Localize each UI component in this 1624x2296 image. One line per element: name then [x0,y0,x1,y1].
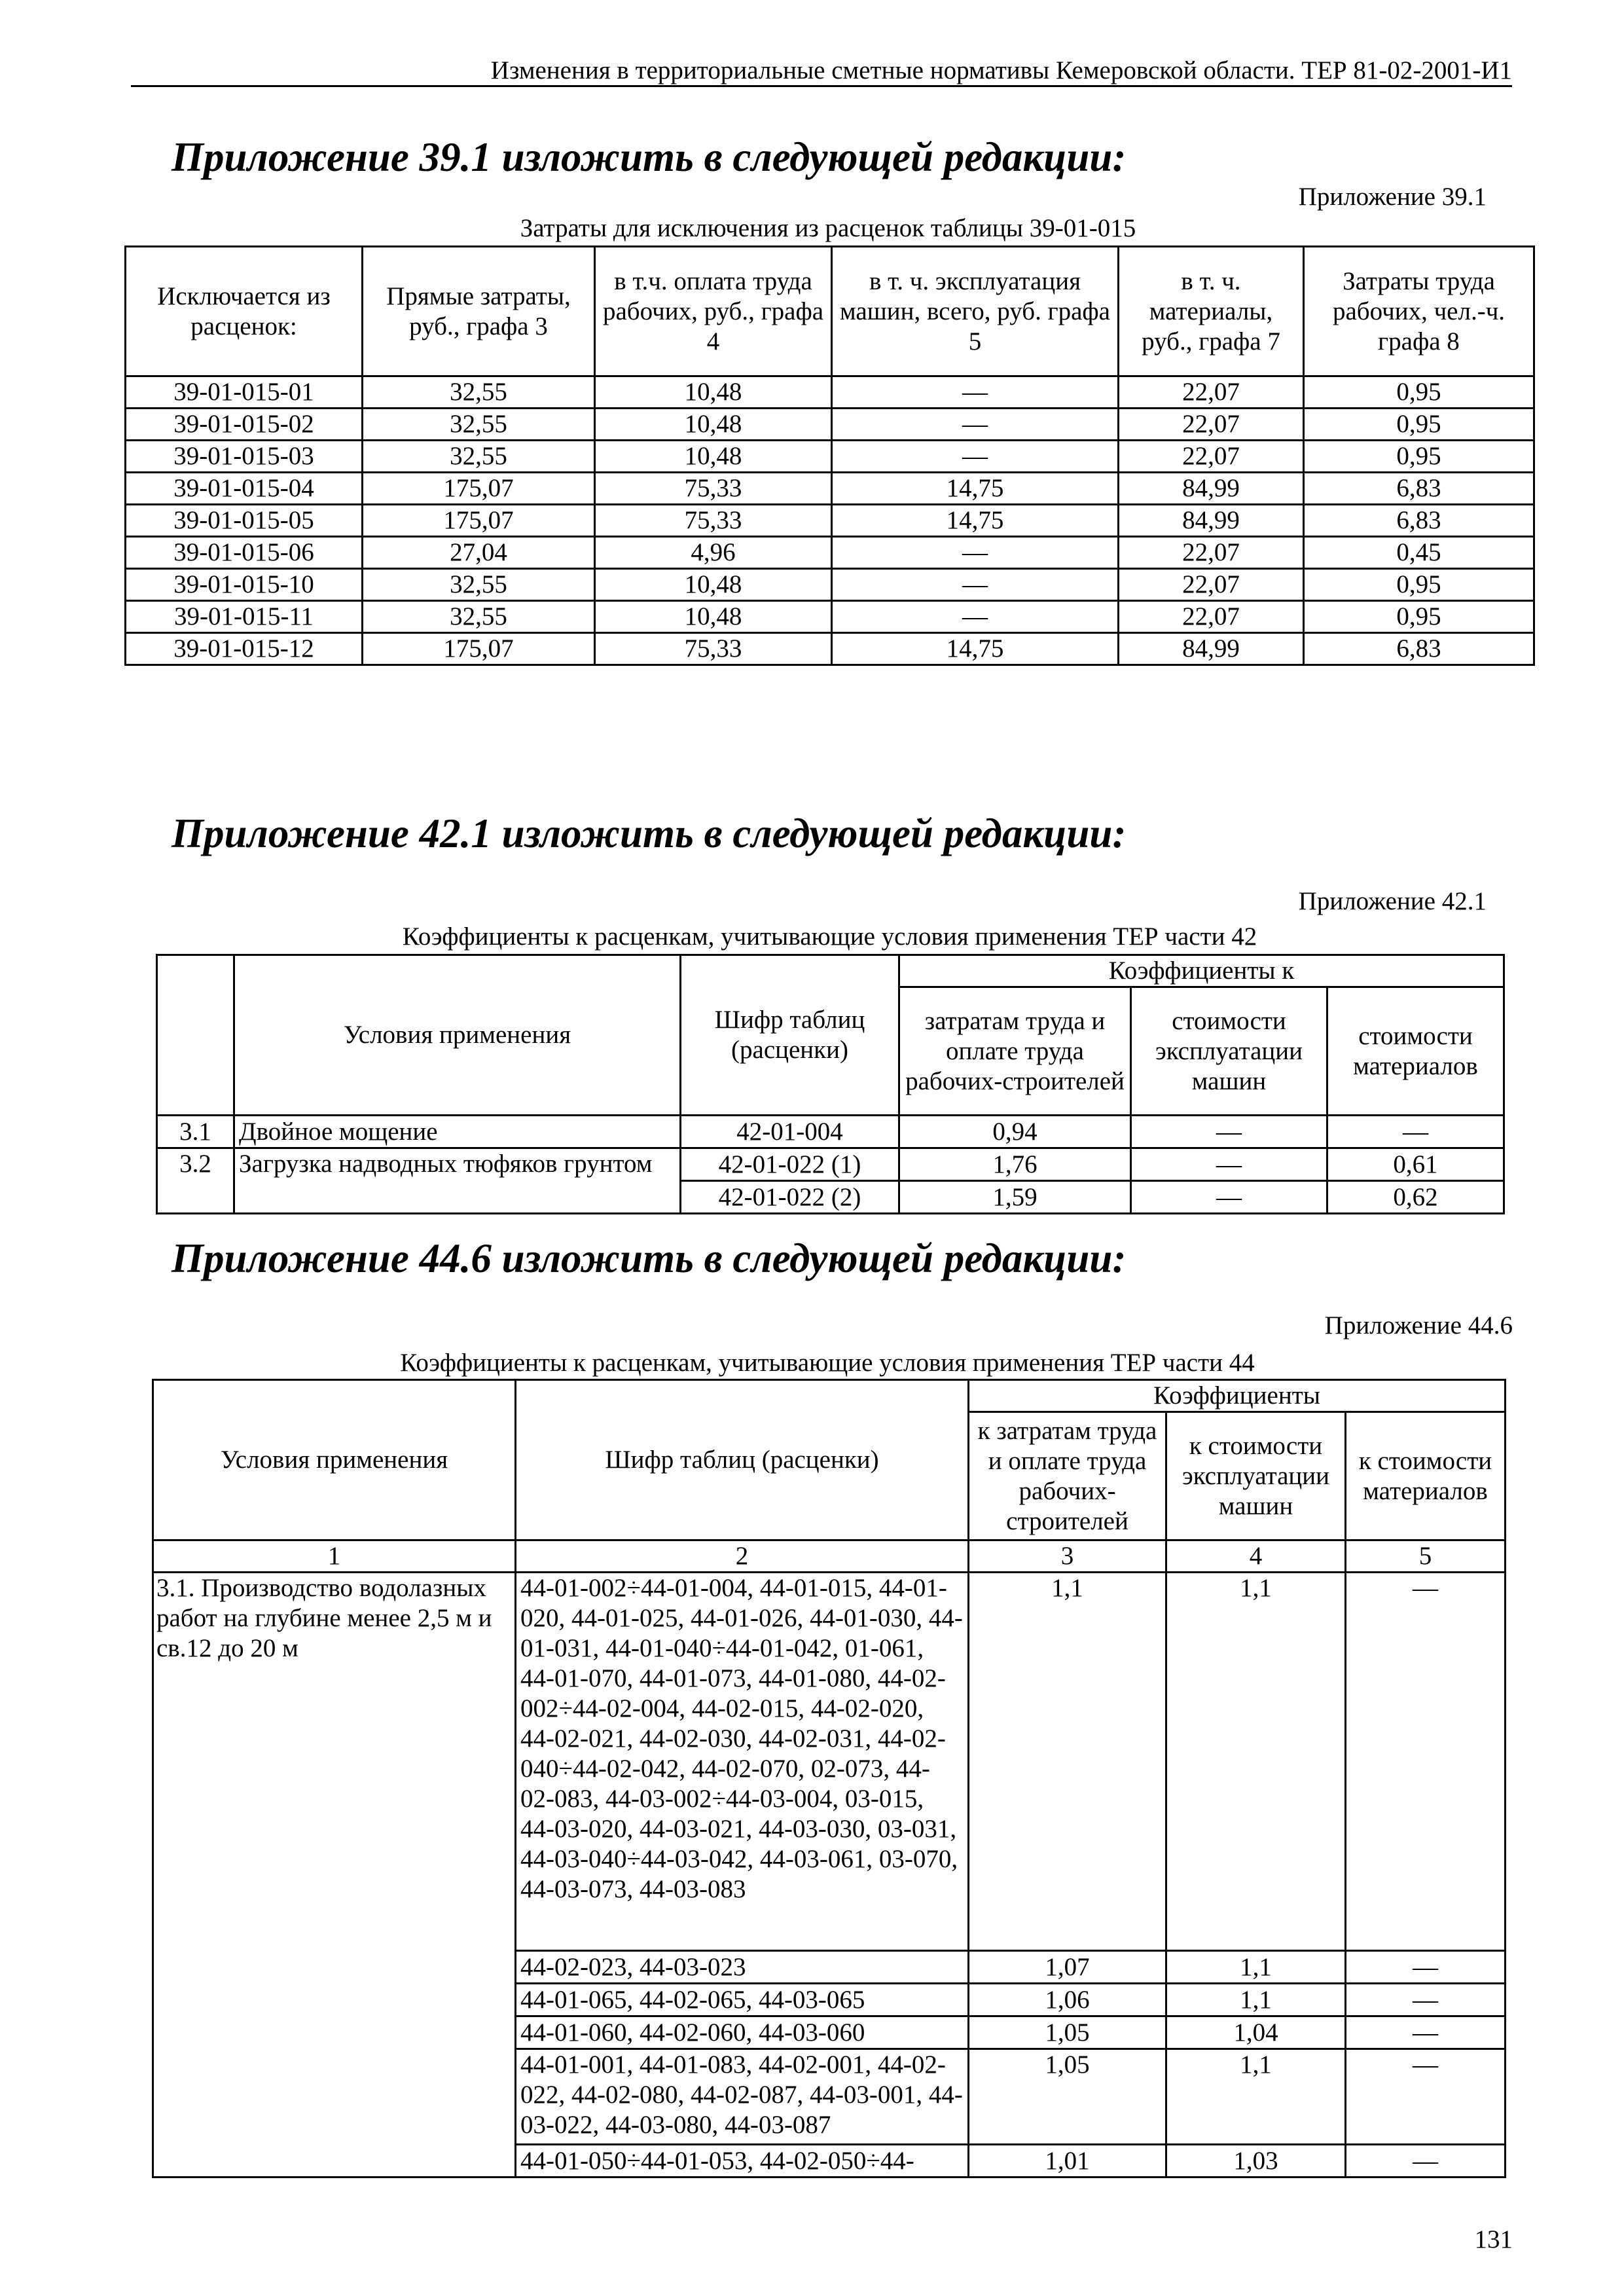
machines-header: стоимости эксплуатации машин [1131,987,1327,1116]
row-labor: 1,59 [899,1181,1131,1214]
row-code: 39-01-015-03 [126,441,363,473]
row-code: 39-01-015-04 [126,473,363,505]
row-code: 39-01-015-06 [126,537,363,569]
row-machines: 1,1 [1166,1984,1346,2016]
table-cell: — [832,409,1119,441]
table-cell: 84,99 [1119,473,1304,505]
table-header-row [157,955,1504,987]
row-machines: — [1131,1148,1327,1181]
table-cell: 27,04 [363,537,595,569]
table-row [153,1573,1506,1951]
column-number: 4 [1166,1540,1346,1573]
column-header: в т. ч. эксплуатация машин, всего, руб. графа 5 [832,247,1119,376]
row-materials: — [1327,1116,1504,1148]
table-cell: 75,33 [595,505,832,537]
row-code: 44-01-065, 44-02-065, 44-03-065 [516,1984,969,2016]
row-code: 42-01-022 (1) [681,1148,899,1181]
table-row [126,473,1534,505]
column-header: в т.ч. оплата труда рабочих, руб., графа 4 [595,247,832,376]
table-cell: 6,83 [1304,505,1534,537]
coefficients-group-header: Коэффициенты [969,1380,1506,1412]
row-machines: 1,03 [1166,2145,1346,2178]
row-materials: — [1346,2016,1506,2049]
row-machines: — [1131,1181,1327,1214]
table-cell: 10,48 [595,569,832,601]
table-cell: 175,07 [363,633,595,665]
table-cell: 0,95 [1304,441,1534,473]
column-header: Исключается из расценок: [126,247,363,376]
row-materials: — [1346,1951,1506,1984]
column-header: Прямые затраты, руб., графа 3 [363,247,595,376]
section-3-table [152,1379,1506,2178]
section-1-label: Приложение 39.1 [1298,183,1487,211]
table-cell: 0,95 [1304,601,1534,633]
table-cell: 32,55 [363,409,595,441]
row-labor: 1,06 [969,1984,1166,2016]
row-machines: 1,1 [1166,1951,1346,1984]
table-cell: — [832,376,1119,409]
table-cell: 14,75 [832,505,1119,537]
page-number: 131 [1474,2225,1513,2253]
row-condition: Загрузка надводных тюфяков грунтом [234,1148,681,1214]
row-machines: — [1131,1116,1327,1148]
section-3-caption: Коэффициенты к расценкам, учитывающие условия применения ТЕР части 44 [400,1349,1255,1377]
section-2-label: Приложение 42.1 [1298,887,1487,915]
materials-header: стоимости материалов [1327,987,1504,1116]
table-row [126,537,1534,569]
number-column-header [157,955,234,1116]
section-1-title: Приложение 39.1 изложить в следующей редакции: [171,134,1127,180]
row-machines: 1,1 [1166,1573,1346,1951]
table-cell: 22,07 [1119,409,1304,441]
table-cell: 75,33 [595,473,832,505]
materials-header: к стоимости материалов [1346,1412,1506,1540]
running-header: Изменения в территориальные сметные нормативы Кемеровской области. ТЕР 81-02-2001-И1 [490,56,1512,84]
table-cell: 22,07 [1119,441,1304,473]
table-cell: 0,95 [1304,569,1534,601]
conditions-header: Условия применения [153,1380,516,1540]
table-cell: 32,55 [363,601,595,633]
row-condition: Двойное мощение [234,1116,681,1148]
table-row [126,569,1534,601]
section-2-caption: Коэффициенты к расценкам, учитывающие условия применения ТЕР части 42 [402,922,1257,951]
table-cell: — [832,601,1119,633]
row-number: 3.1 [157,1116,234,1148]
table-cell: 0,95 [1304,409,1534,441]
labor-header: затратам труда и оплате труда рабочих-строителей [899,987,1131,1116]
table-cell: 0,95 [1304,376,1534,409]
table-cell: — [832,441,1119,473]
table-cell: 32,55 [363,569,595,601]
table-cell: 10,48 [595,441,832,473]
row-code: 39-01-015-01 [126,376,363,409]
row-condition: 3.1. Производство водолазных работ на глубине менее 2,5 м и св.12 до 20 м [153,1573,516,2178]
row-labor: 0,94 [899,1116,1131,1148]
column-number: 3 [969,1540,1166,1573]
table-cell: 14,75 [832,473,1119,505]
row-machines: 1,04 [1166,2016,1346,2049]
table-cell: — [832,537,1119,569]
row-materials: 0,62 [1327,1181,1504,1214]
code-header: Шифр таблиц (расценки) [516,1380,969,1540]
column-number: 1 [153,1540,516,1573]
section-3-label: Приложение 44.6 [1324,1311,1513,1339]
table-row [126,376,1534,409]
section-2-table [156,954,1505,1214]
labor-header: к затратам труда и оплате труда рабочих-строителей [969,1412,1166,1540]
table-cell: 75,33 [595,633,832,665]
row-code: 44-01-002÷44-01-004, 44-01-015, 44-01-020, 44-01-025, 44-01-026, 44-01-030, 44-01-031, 44-01-040÷44-01-042, 01-061, 44-01-070, 44-01-073, 44-01-080, 44-02-002÷44-02-004, 44-02-015, 44-02-020, 44-02-021, 44-02-030, 44-02-031, 44-02-040÷44-02-042, 44-02-070, 02-073, 44-02-083, 44-03-002÷44-03-004, 03-015, 44-03-020, 44-03-021, 44-03-030, 03-031, 44-03-040÷44-03-042, 44-03-061, 03-070, 44-03-073, 44-03-083 [516,1573,969,1951]
table-row [126,601,1534,633]
table-row [126,633,1534,665]
table-cell: 10,48 [595,376,832,409]
table-cell: 0,45 [1304,537,1534,569]
row-code: 39-01-015-12 [126,633,363,665]
conditions-header: Условия применения [234,955,681,1116]
header-rule [131,85,1512,87]
row-labor: 1,01 [969,2145,1166,2178]
row-code: 44-01-001, 44-01-083, 44-02-001, 44-02-022, 44-02-080, 44-02-087, 44-03-001, 44-03-022, 44-03-080, 44-03-087 [516,2049,969,2145]
table-cell: 22,07 [1119,601,1304,633]
machines-header: к стоимости эксплуатации машин [1166,1412,1346,1540]
table-cell: 84,99 [1119,505,1304,537]
coefficients-group-header: Коэффициенты к [899,955,1504,987]
row-materials: 0,61 [1327,1148,1504,1181]
table-cell: 175,07 [363,505,595,537]
column-number: 5 [1346,1540,1506,1573]
row-code: 42-01-004 [681,1116,899,1148]
table-row [157,1116,1504,1148]
row-materials: — [1346,2145,1506,2178]
row-code: 39-01-015-11 [126,601,363,633]
row-materials: — [1346,1573,1506,1951]
table-cell: 10,48 [595,409,832,441]
column-header: Затраты труда рабочих, чел.-ч. графа 8 [1304,247,1534,376]
table-cell: 22,07 [1119,537,1304,569]
table-cell: 14,75 [832,633,1119,665]
row-code: 44-02-023, 44-03-023 [516,1951,969,1984]
table-row [126,505,1534,537]
code-header: Шифр таблиц (расценки) [681,955,899,1116]
column-number-row [153,1540,1506,1573]
table-cell: 6,83 [1304,473,1534,505]
row-code: 44-01-060, 44-02-060, 44-03-060 [516,2016,969,2049]
row-labor: 1,76 [899,1148,1131,1181]
row-labor: 1,07 [969,1951,1166,1984]
column-header: в т. ч. материалы, руб., графа 7 [1119,247,1304,376]
table-cell: 32,55 [363,441,595,473]
row-labor: 1,1 [969,1573,1166,1951]
row-code: 39-01-015-02 [126,409,363,441]
row-machines: 1,1 [1166,2049,1346,2145]
section-1-table [124,246,1535,666]
table-header-row [126,247,1534,376]
table-cell: 84,99 [1119,633,1304,665]
table-cell: 32,55 [363,376,595,409]
table-row [126,409,1534,441]
row-materials: — [1346,2049,1506,2145]
table-cell: 4,96 [595,537,832,569]
table-cell: 22,07 [1119,569,1304,601]
row-labor: 1,05 [969,2049,1166,2145]
table-cell: 10,48 [595,601,832,633]
row-code: 42-01-022 (2) [681,1181,899,1214]
table-row [157,1148,1504,1181]
row-code: 44-01-050÷44-01-053, 44-02-050÷44- [516,2145,969,2178]
section-2-title: Приложение 42.1 изложить в следующей редакции: [171,811,1127,856]
row-labor: 1,05 [969,2016,1166,2049]
table-cell: 22,07 [1119,376,1304,409]
table-cell: 175,07 [363,473,595,505]
row-code: 39-01-015-10 [126,569,363,601]
row-number: 3.2 [157,1148,234,1214]
table-header-row [153,1380,1506,1412]
column-number: 2 [516,1540,969,1573]
row-code: 39-01-015-05 [126,505,363,537]
row-materials: — [1346,1984,1506,2016]
section-1-caption: Затраты для исключения из расценок таблицы 39-01-015 [520,214,1136,242]
table-cell: — [832,569,1119,601]
table-row [126,441,1534,473]
table-cell: 6,83 [1304,633,1534,665]
section-3-title: Приложение 44.6 изложить в следующей редакции: [171,1235,1127,1281]
